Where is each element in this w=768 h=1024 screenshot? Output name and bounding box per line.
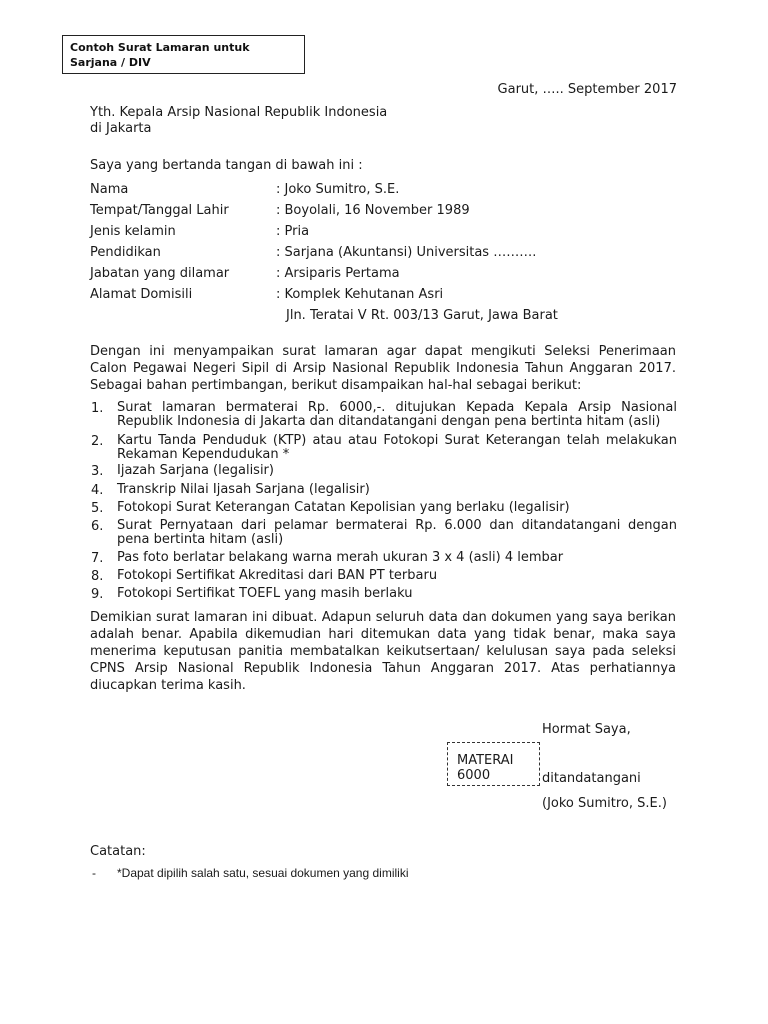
list-item-number: 3. — [91, 464, 104, 479]
list-item: Fotokopi Sertifikat Akreditasi dari BAN PT terbaru — [117, 568, 438, 583]
list-item: Pas foto berlatar belakang warna merah ukuran 3 x 4 (asli) 4 lembar — [117, 550, 564, 565]
field-value-education: : Sarjana (Akuntansi) Universitas ………. — [276, 245, 537, 260]
field-label-birth: Tempat/Tanggal Lahir — [90, 203, 229, 218]
list-item: Surat lamaran bermaterai Rp. 6000,-. ditujukan Kepada Kepala Arsip Nasional Republik Indonesia di Jakarta dan ditandatangani dengan pena bertinta hitam (asli) — [117, 400, 677, 429]
list-item: Transkrip Nilai Ijasah Sarjana (legalisir) — [117, 482, 370, 497]
field-value-gender: : Pria — [276, 224, 310, 239]
list-item-number: 6. — [91, 519, 104, 534]
notes-text: *Dapat dipilih salah satu, sesuai dokumen yang dimiliki — [117, 866, 409, 880]
list-item: Surat Pernyataan dari pelamar bermaterai Rp. 6.000 dan ditandatangani dengan pena bertinta hitam (asli) — [117, 518, 677, 547]
signature-signed: ditandatangani — [542, 771, 641, 786]
field-value-address-line-2: Jln. Teratai V Rt. 003/13 Garut, Jawa Barat — [286, 308, 558, 323]
list-item-number: 1. — [91, 401, 104, 416]
list-item: Fotokopi Surat Keterangan Catatan Kepolisian yang berlaku (legalisir) — [117, 500, 570, 515]
signature-greeting: Hormat Saya, — [542, 722, 631, 737]
list-item: Fotokopi Sertifikat TOEFL yang masih berlaku — [117, 586, 413, 601]
duty-stamp-placeholder — [447, 742, 540, 786]
closing-paragraph: Demikian surat lamaran ini dibuat. Adapun seluruh data dan dokumen yang saya berikan adalah benar. Apabila dikemudian hari ditemukan data yang tidak benar, maka saya menerima keputusan panitia membatalkan keikutsertaan/ kelulusan saya pada seleksi CPNS Arsip Nasional Republik Indonesia Tahun Anggaran 2017. Atas perhatiannya diucapkan terima kasih. — [90, 610, 676, 693]
recipient-line-2: di Jakarta — [90, 121, 152, 136]
field-value-birth: : Boyolali, 16 November 1989 — [276, 203, 470, 218]
intro-text: Saya yang bertanda tangan di bawah ini : — [90, 158, 363, 173]
list-item-number: 4. — [91, 483, 104, 498]
field-label-position: Jabatan yang dilamar — [90, 266, 230, 281]
recipient-line-1: Yth. Kepala Arsip Nasional Republik Indonesia — [90, 105, 388, 120]
body-paragraph: Dengan ini menyampaikan surat lamaran agar dapat mengikuti Seleksi Penerimaan Calon Pegawai Negeri Sipil di Arsip Nasional Republik Indonesia Tahun Anggaran 2017. Sebagai bahan pertimbangan, berikut disampaikan hal-hal sebagai berikut: — [90, 344, 676, 393]
list-item-number: 2. — [91, 434, 104, 449]
list-item-number: 5. — [91, 501, 104, 516]
notes-bullet: - — [92, 866, 96, 880]
field-value-address: : Komplek Kehutanan Asri — [276, 287, 444, 302]
list-item: Kartu Tanda Penduduk (KTP) atau atau Fotokopi Surat Keterangan telah melakukan Rekaman Kependudukan * — [117, 433, 677, 462]
list-item: Ijazah Sarjana (legalisir) — [117, 463, 274, 478]
stamp-label: MATERAI 6000 — [457, 753, 514, 783]
list-item-number: 8. — [91, 569, 104, 584]
field-label-education: Pendidikan — [90, 245, 161, 260]
field-value-name: : Joko Sumitro, S.E. — [276, 182, 400, 197]
list-item-number: 9. — [91, 587, 104, 602]
document-title-box: Contoh Surat Lamaran untuk Sarjana / DIV — [62, 35, 305, 74]
list-item-number: 7. — [91, 551, 104, 566]
field-label-gender: Jenis kelamin — [90, 224, 176, 239]
field-label-address: Alamat Domisili — [90, 287, 193, 302]
field-label-name: Nama — [90, 182, 129, 197]
signer-name: (Joko Sumitro, S.E.) — [542, 796, 667, 811]
place-date: Garut, ….. September 2017 — [497, 82, 677, 97]
field-value-position: : Arsiparis Pertama — [276, 266, 400, 281]
notes-heading: Catatan: — [90, 844, 146, 859]
